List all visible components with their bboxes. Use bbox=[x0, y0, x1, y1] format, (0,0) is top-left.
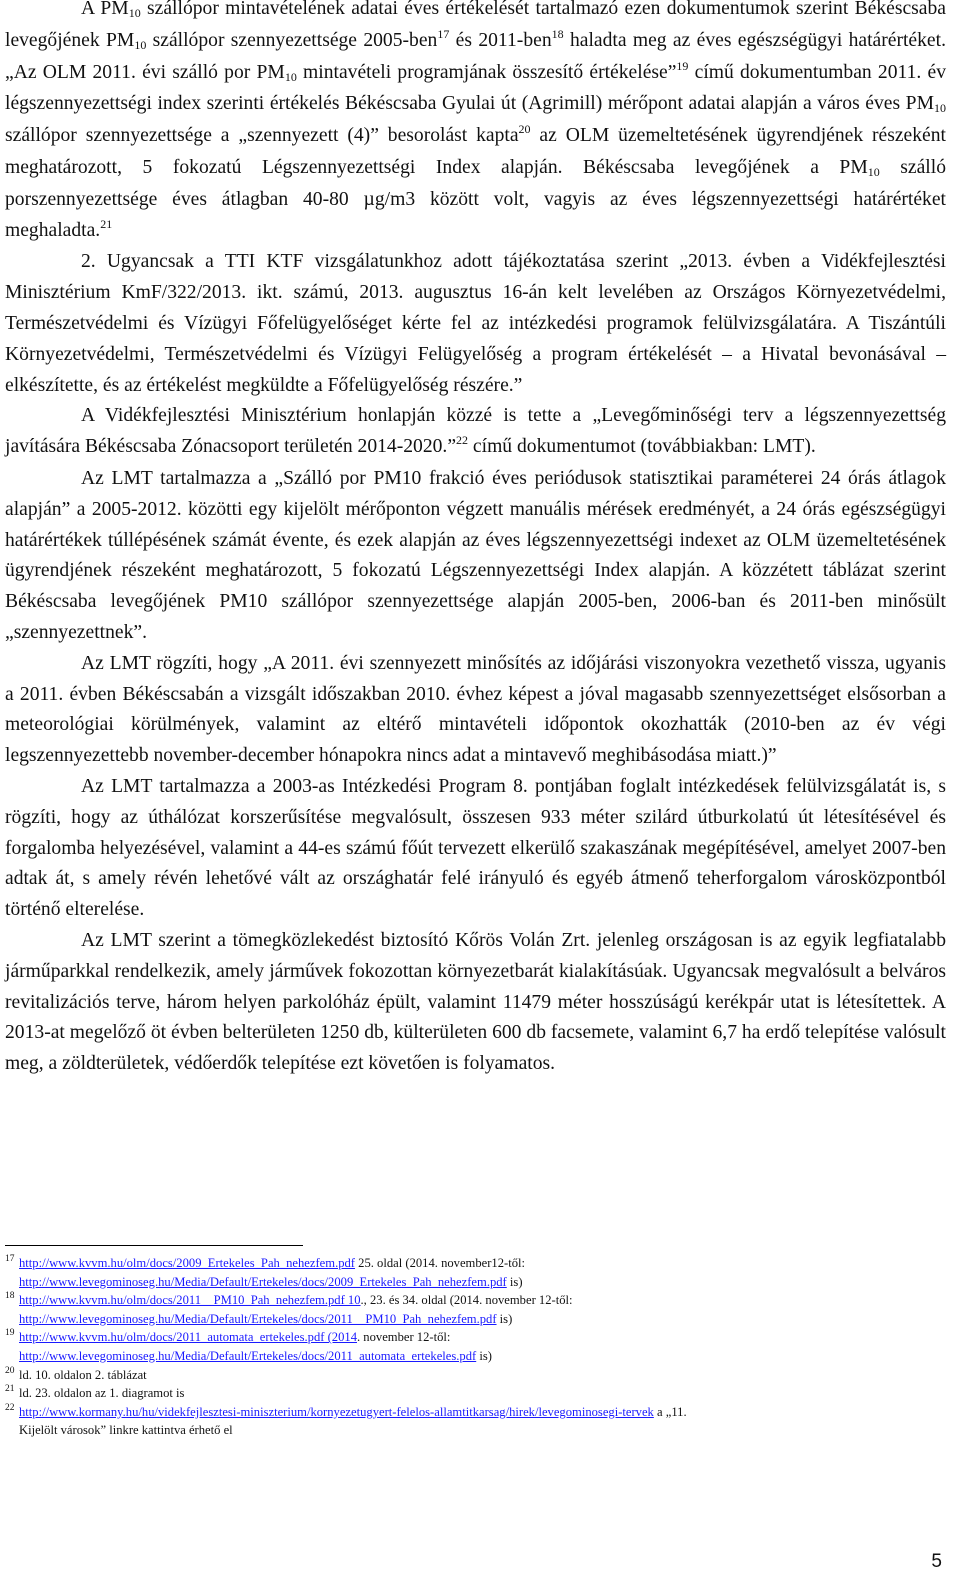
text-run: is) bbox=[496, 1311, 513, 1326]
footnote-number: 22 bbox=[5, 1402, 15, 1413]
footnote-separator bbox=[5, 1245, 303, 1246]
footnote-line bbox=[19, 1384, 940, 1403]
subscript: 10 bbox=[934, 101, 946, 116]
footnote-reference: 22 bbox=[456, 433, 469, 448]
text-run: ld. 23. oldalon az 1. diagramot is bbox=[19, 1386, 185, 1401]
paragraph bbox=[5, 0, 946, 247]
footnote-line bbox=[19, 1328, 940, 1347]
subscript: 10 bbox=[867, 164, 880, 179]
body-text bbox=[5, 0, 946, 1080]
text-run: a „11. bbox=[653, 1404, 687, 1419]
paragraph bbox=[5, 247, 946, 401]
text-run: az OLM üzemeltetésének ügyrendjének részeként meghatározott, 5 fokozatú Légszennyezettségi Index alapján. Békéscsaba levegőjének a PM bbox=[5, 125, 946, 178]
footnote-link[interactable]: http://www.levegominoseg.hu/Media/Default/Ertekeles/docs/2011_automata_ertekeles.pdf bbox=[19, 1348, 477, 1363]
footnote-line bbox=[19, 1254, 940, 1273]
text-run: Kijelölt városok” linkre kattintva érhető el bbox=[19, 1423, 233, 1438]
text-run: szállópor szennyezettsége 2005-ben bbox=[146, 29, 438, 51]
paragraph bbox=[5, 649, 946, 772]
footnote-link[interactable]: http://www.levegominoseg.hu/Media/Default/Ertekeles/docs/2009_Ertekeles_Pah_nehezfem.pdf bbox=[19, 1274, 507, 1289]
footnote-number: 18 bbox=[5, 1291, 15, 1302]
footnote-reference: 18 bbox=[551, 26, 564, 41]
footnote-link[interactable]: http://www.kvvm.hu/olm/docs/2009_Ertekeles_Pah_nehezfem.pdf bbox=[19, 1256, 356, 1270]
text-run: is) bbox=[476, 1348, 492, 1363]
text-run: Az LMT szerint a tömegközlekedést biztosító Kőrös Volán Zrt. jelenleg országosan is az egyik legfiatalabb járműparkkal rendelkezik, amely járművek fokozottan környezetbarát kialakításúak. Ugyancsak megvalósult a belváros revitalizációs terve, három helyen parkolóház épült, valamint 11479 méter hosszúságú kerékpár utat is létesítettek. A 2013-at megelőző öt évben belterületen 1250 db, külterületen 600 db facsemete, valamint 6,7 ha erdő telepítése valósult meg, a zöldterületek, védőerdők telepítése ezt követően is folyamatos. bbox=[5, 929, 946, 1075]
footnote-reference: 20 bbox=[518, 122, 531, 137]
subscript: 10 bbox=[134, 37, 147, 52]
footnote-number: 20 bbox=[5, 1365, 15, 1376]
footnote-number: 21 bbox=[5, 1384, 15, 1395]
text-run: A PM bbox=[81, 0, 129, 19]
text-run: című dokumentumot (továbbiakban: LMT). bbox=[468, 436, 816, 458]
footnote-link[interactable]: http://www.levegominoseg.hu/Media/Default/Ertekeles/docs/2011__PM10_Pah_nehezfem.pdf bbox=[19, 1311, 497, 1326]
text-run: ., 23. és 34. oldal (2014. november 12-től: bbox=[360, 1293, 573, 1308]
footnote bbox=[5, 1366, 940, 1385]
footnotes bbox=[5, 1254, 940, 1440]
text-run: szálló porszennyezettsége éves átlagban 40-80 µg/m3 között volt, vagyis az éves légszennyezettségi határértéket meghaladta. bbox=[5, 156, 946, 241]
text-run: szállópor szennyezettsége a „szennyezett (4)” besorolást kapta bbox=[5, 125, 519, 147]
footnote bbox=[5, 1328, 940, 1365]
footnote-line bbox=[19, 1347, 940, 1366]
text-run: 2. Ugyancsak a TTI KTF vizsgálatunkhoz adott tájékoztatása szerint „2013. évben a Vidékfejlesztési Minisztérium KmF/322/2013. ikt. számú, 2013. augusztus 16-án kelt levelében az Országos Környezetvédelmi, Természetvédelmi és Vízügyi Főfelügyelőséget kérte fel az intézkedési programok felülvizsgálatára. A Tiszántúli Környezetvédelmi, Természetvédelmi és Vízügyi Felügyelőség a program értékelését – a Hivatal bevonásával – elkészítette, és az értékelést megküldte a Főfelügyelőség részére.” bbox=[5, 251, 946, 396]
footnote-reference: 21 bbox=[100, 216, 113, 231]
footnote-reference: 19 bbox=[676, 58, 689, 73]
footnote-line bbox=[19, 1403, 940, 1422]
footnote bbox=[5, 1291, 940, 1328]
paragraph bbox=[5, 772, 946, 926]
text-run: is) bbox=[506, 1274, 523, 1289]
text-run: Az LMT tartalmazza a „Szálló por PM10 frakció éves periódusok statisztikai paraméterei 24 órás átlagok alapján” a 2005-2012. közötti egy kijelölt mérőponton végzett manuális mérések eredményét, a 24 órás egészségügyi határértékek túllépésének számát évente, és ezek alapján az éves légszennyezettségi indexet az OLM üzemeltetésének ügyrendjének részeként meghatározott, 5 fokozatú Légszennyezettségi Index alapján. A közzétett táblázat szerint Békéscsaba levegőjének PM10 szállópor szennyezettsége alapján 2005-ben, 2006-ban és 2011-ben minősült „szennyezettnek”. bbox=[5, 467, 946, 643]
footnote-link[interactable]: http://www.kvvm.hu/olm/docs/2011_automata_ertekeles.pdf (2014 bbox=[19, 1330, 357, 1345]
text-run: Az LMT rögzíti, hogy „A 2011. évi szennyezett minősítés az időjárási viszonyokra vezethető vissza, ugyanis a 2011. évben Békéscsabán a vizsgált időszakban 2010. évhez képest a jóval magasabb szennyezettséget elsősorban a meteorológiai körülmények, valamint az eltérő mintavételi időpontok okozhatták (2010-ben az év végi legszennyezettebb november-december hónapokra nincs adat a mintavevő meghibásodása miatt.)” bbox=[5, 652, 946, 767]
footnote-link[interactable]: http://www.kormany.hu/hu/videkfejlesztesi-miniszterium/kornyezetugyert-felelos-allamtitkarsag/hirek/levegominosegi-tervek bbox=[19, 1404, 654, 1419]
text-run: című dokumentumban 2011. év légszennyezettségi index szerinti értékelés Békéscsaba Gyulai út (Agrimill) mérőpont adatai alapján a város éves PM bbox=[5, 61, 946, 115]
text-run: mintavételi programjának összesítő értékelése” bbox=[296, 61, 677, 83]
footnote-line bbox=[19, 1291, 940, 1310]
footnote-line bbox=[19, 1366, 940, 1385]
text-run: A Vidékfejlesztési Minisztérium honlapján közzé is tette a „Levegőminőségi terv a légszennyezettség javítására Békéscsaba Zónacsoport területén 2014-2020.” bbox=[5, 405, 946, 458]
paragraph bbox=[5, 401, 946, 464]
footnote-number: 19 bbox=[5, 1328, 15, 1339]
text-run: haladta meg az éves egészségügyi határértéket. „Az OLM 2011. évi szálló por PM bbox=[5, 29, 946, 83]
text-run: és 2011-ben bbox=[449, 29, 552, 51]
text-run: 25. oldal (2014. november12-től: bbox=[355, 1256, 526, 1270]
text-run: szállópor mintavételének adatai éves értékelését tartalmazó ezen dokumentumok szerint Békéscsaba levegőjének PM bbox=[5, 0, 946, 51]
footnote-line bbox=[19, 1421, 940, 1440]
footnote bbox=[5, 1384, 940, 1403]
footnote-line bbox=[19, 1273, 940, 1292]
page-number: 5 bbox=[931, 1551, 942, 1572]
footnote bbox=[5, 1254, 940, 1291]
subscript: 10 bbox=[284, 69, 297, 84]
footnote-line bbox=[19, 1310, 940, 1329]
footnote bbox=[5, 1403, 940, 1440]
footnote-reference: 17 bbox=[437, 26, 450, 41]
footnote-number: 17 bbox=[5, 1254, 15, 1264]
text-run: Az LMT tartalmazza a 2003-as Intézkedési Program 8. pontjában foglalt intézkedések felülvizsgálatát is, s rögzíti, hogy az úthálózat korszerűsítése megvalósult, összesen 933 méter szilárd útburkolatú út létesítésével és forgalomba helyezésével, valamint a 44-es számú főút tervezett elkerülő szakaszának megépítésével, amelyet 2007-ben adtak át, s amely révén lehetővé vált az országhatár felé irányuló és egyéb átmenő teherforgalom városközpontból történő elterelése. bbox=[5, 775, 946, 921]
paragraph bbox=[5, 464, 946, 649]
paragraph bbox=[5, 926, 946, 1080]
footnote-link[interactable]: http://www.kvvm.hu/olm/docs/2011__PM10_Pah_nehezfem.pdf 10 bbox=[19, 1293, 361, 1308]
subscript: 10 bbox=[128, 6, 141, 20]
text-run: ld. 10. oldalon 2. táblázat bbox=[19, 1367, 147, 1382]
text-run: . november 12-től: bbox=[357, 1330, 451, 1345]
